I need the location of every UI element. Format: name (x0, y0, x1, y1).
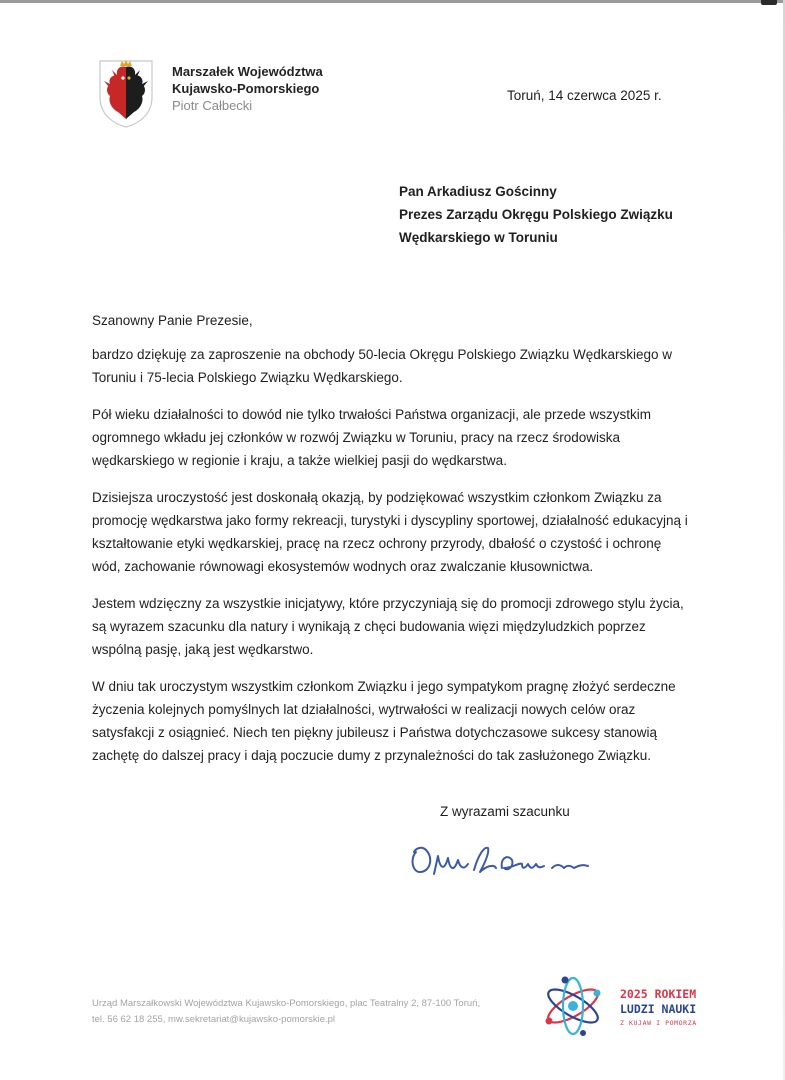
paragraph: W dniu tak uroczystym wszystkim członkom Związku i jego sympatykom pragnę złożyć serdeczne życzenia kolejnych pomyślnych lat działalności, wytrwałości w realizacji nowych celów oraz satysfakcji z osiągnieć. Niech ten piękny jubileusz i Państwa dotychczasowe sukcesy stanowią zachętę do dalszej pracy i dają poczucie dumy z przynależności do tak zasłużonego Związku. (92, 679, 676, 763)
footer (92, 996, 480, 1028)
scan-top-border (0, 0, 785, 3)
sender-block (172, 63, 323, 114)
recipient-name: Pan Arkadiusz Gościnny (399, 184, 557, 199)
letter-date: Toruń, 14 czerwca 2025 r. (507, 88, 662, 103)
handwritten-signature (404, 838, 604, 884)
coat-of-arms-icon (96, 57, 156, 129)
recipient-title-line1: Prezes Zarządu Okręgu Polskiego Związku (399, 207, 673, 222)
campaign-subtitle: Z KUJAW I POMORZA (620, 1019, 697, 1027)
paragraph: bardzo dziękuję za zaproszenie na obchody 50-lecia Okręgu Polskiego Związku Wędkarskiego w Toruniu i 75-lecia Polskiego Związku Wędkarskiego. (92, 347, 673, 385)
paragraph: Dzisiejsza uroczystość jest doskonałą okazją, by podziękować wszystkim członkom Związku za promocję wędkarstwa jako formy rekreacji, turystyki i dyscypliny sportowej, działalność edukacyjną i kształtowanie etyki wędkarskiej, pracę na rzecz ochrony przyrody, dbałość o czystość i ochronę wód, zachowanie równowagi ekosystemów wodnych oraz zwalczanie kłusownictwa. (92, 490, 688, 574)
recipient-title-line2: Wędkarskiego w Toruniu (399, 230, 558, 245)
campaign-title-line1: 2025 ROKIEM (620, 987, 697, 1001)
footer-contact: tel. 56 62 18 255, mw.sekretariat@kujawsko-pomorskie.pl (92, 1014, 336, 1025)
letter-body (92, 343, 692, 781)
salutation: Szanowny Panie Prezesie, (92, 313, 253, 328)
sender-title-line1: Marszałek Województwa (172, 64, 323, 79)
footer-address: Urząd Marszałkowski Województwa Kujawsko-Pomorskiego, plac Teatralny 2, 87-100 Toruń, (92, 998, 481, 1009)
atom-logo-icon (541, 975, 605, 1037)
recipient-block (399, 180, 673, 249)
scan-corner-mark (761, 0, 777, 5)
closing: Z wyrazami szacunku (440, 804, 570, 819)
campaign-title (620, 987, 696, 1017)
paragraph: Pół wieku działalności to dowód nie tylko trwałości Państwa organizacji, ale przede wszystkim ogromnego wkładu jej członków w rozwój Związku w Toruniu, pracy na rzecz środowiska wędkarskiego w regionie i kraju, a także wielkiej pasji do wędkarstwa. (92, 407, 651, 468)
sender-title-line2: Kujawsko-Pomorskiego (172, 81, 320, 96)
paragraph: Jestem wdzięczny za wszystkie inicjatywy, które przyczyniają się do promocji zdrowego stylu życia, są wyrazem szacunku dla natury i wynikają z chęci budowania więzi międzyludzkich poprzez wspólną pasję, jaką jest wędkarstwo. (92, 596, 684, 657)
sender-name: Piotr Całbecki (172, 98, 253, 113)
campaign-title-line2: LUDZI NAUKI (620, 1002, 697, 1016)
